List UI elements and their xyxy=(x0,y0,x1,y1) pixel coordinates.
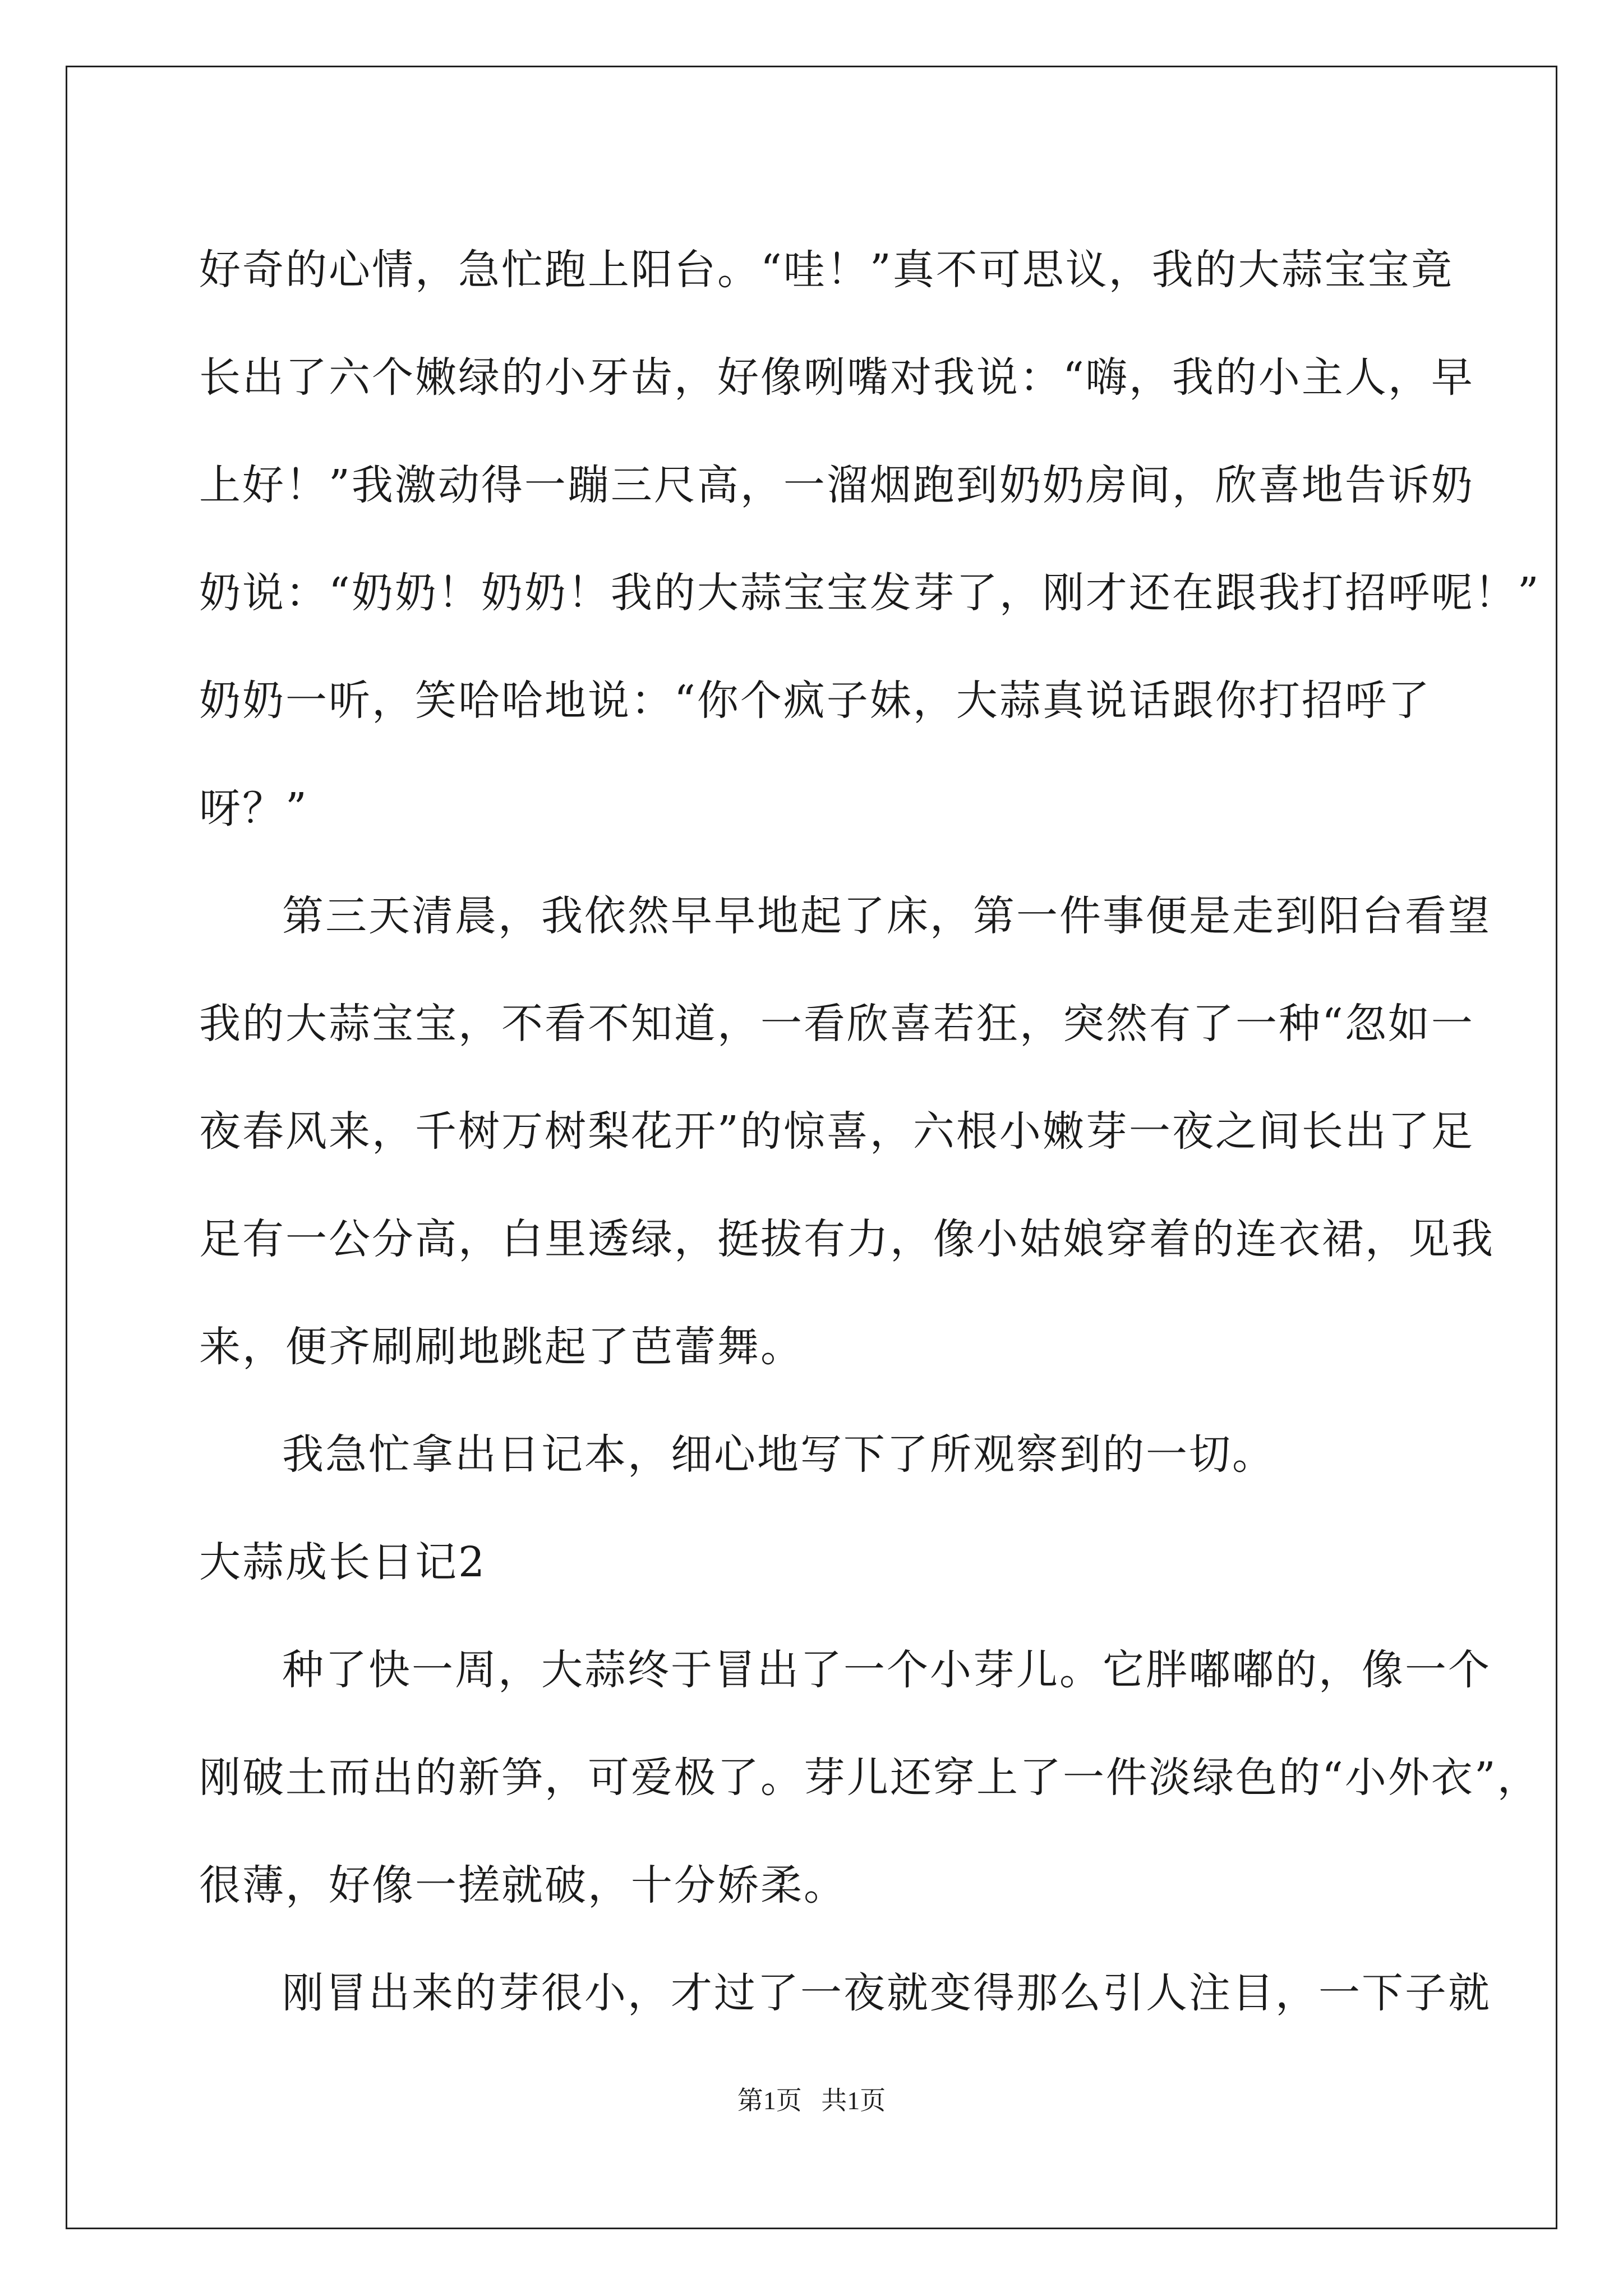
text-line: 我的大蒜宝宝，不看不知道，一看欣喜若狂，突然有了一种“忽如一 xyxy=(199,1000,1474,1048)
text-line: 长出了六个嫩绿的小牙齿，好像咧嘴对我说：“嗨，我的小主人，早 xyxy=(199,353,1474,402)
section-heading: 大蒜成长日记2 xyxy=(199,1538,487,1586)
text-line: 奶说：“奶奶！奶奶！我的大蒜宝宝发芽了，刚才还在跟我打招呼呢！” xyxy=(199,569,1541,617)
paragraph-start-line: 刚冒出来的芽很小，才过了一夜就变得那么引人注目，一下子就 xyxy=(282,1969,1491,2017)
document-body xyxy=(199,216,1541,2047)
page-footer: 第1页 共1页 xyxy=(737,2086,886,2115)
text-line: 刚破土而出的新笋，可爱极了。芽儿还穿上了一件淡绿色的“小外衣”， xyxy=(199,1754,1541,1802)
paragraph-start-line: 种了快一周，大蒜终于冒出了一个小芽儿。它胖嘟嘟的，像一个 xyxy=(282,1646,1491,1694)
text-line: 夜春风来，千树万树梨花开”的惊喜，六根小嫩芽一夜之间长出了足 xyxy=(199,1107,1474,1156)
text-line: 很薄，好像一搓就破，十分娇柔。 xyxy=(199,1861,847,1910)
text-line: 足有一公分高，白里透绿，挺拔有力，像小姑娘穿着的连衣裙，见我 xyxy=(199,1215,1495,1263)
text-line: 奶奶一听，笑哈哈地说：“你个疯子妹，大蒜真说话跟你打招呼了 xyxy=(199,677,1431,725)
text-line: 呀？” xyxy=(199,784,308,832)
text-line: 上好！”我激动得一蹦三尺高，一溜烟跑到奶奶房间，欣喜地告诉奶 xyxy=(199,461,1474,509)
paragraph-start-line: 第三天清晨，我依然早早地起了床，第一件事便是走到阳台看望 xyxy=(282,892,1491,940)
text-line: 来，便齐刷刷地跳起了芭蕾舞。 xyxy=(199,1323,804,1371)
paragraph-start-line: 我急忙拿出日记本，细心地写下了所观察到的一切。 xyxy=(282,1430,1275,1479)
text-line: 好奇的心情，急忙跑上阳台。“哇！”真不可思议，我的大蒜宝宝竟 xyxy=(199,246,1454,294)
